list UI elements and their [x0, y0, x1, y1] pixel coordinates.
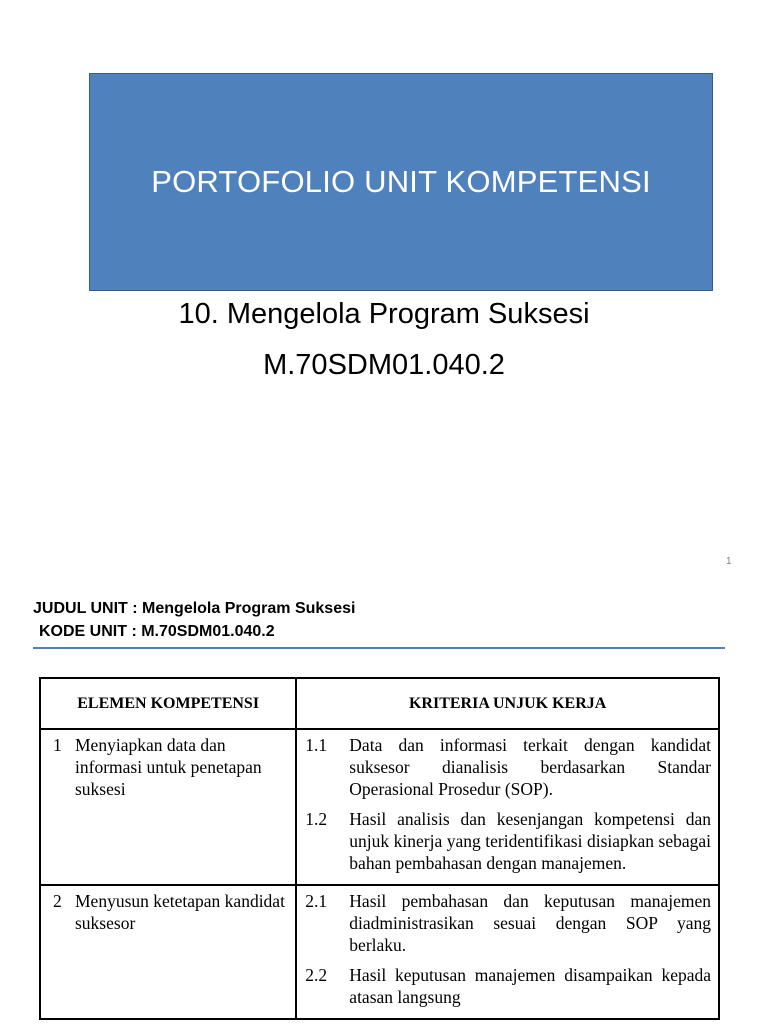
- criterion-text: Hasil pembahasan dan keputusan manajemen diadministrasikan sesuai dengan SOP yang berlaku.: [349, 891, 711, 955]
- unit-code: [0, 349, 768, 382]
- table-header-row: [40, 678, 719, 729]
- criterion-text: Hasil analisis dan kesenjangan kompetensi dan unjuk kinerja yang teridentifikasi disiapkan sebagai bahan pembahasan dengan manajemen.: [349, 809, 711, 873]
- criterion-text: Data dan informasi terkait dengan kandidat suksesor dianalisis berdasarkan Standar Operasional Prosedur (SOP).: [349, 735, 711, 799]
- kode-unit: KODE UNIT : M.70SDM01.040.2: [39, 623, 275, 640]
- element-number: 2: [53, 891, 62, 911]
- criterion: [297, 730, 718, 806]
- header-elemen: ELEMEN KOMPETENSI: [40, 678, 296, 729]
- unit-code-text: M.70SDM01.040.2: [263, 349, 505, 381]
- competency-table: [39, 677, 720, 1020]
- table-row: [40, 729, 719, 885]
- unit-name: [0, 298, 768, 331]
- element-number: 1: [53, 735, 62, 755]
- unit-name-text: 10. Mengelola Program Suksesi: [178, 298, 590, 330]
- element-text: Menyusun ketetapan kandidat suksesor: [75, 891, 285, 933]
- criterion-number: 2.1: [305, 891, 328, 911]
- slide-number: 1: [726, 556, 732, 567]
- criterion-number: 2.2: [305, 965, 328, 985]
- element-cell: [40, 729, 296, 885]
- criteria-cell: [296, 729, 719, 885]
- judul-unit: JUDUL UNIT : Mengelola Program Suksesi: [33, 600, 356, 617]
- criterion: [297, 886, 718, 962]
- table-row: [40, 885, 719, 1019]
- title-box: [89, 73, 713, 291]
- header-kriteria: KRITERIA UNJUK KERJA: [296, 678, 719, 729]
- criterion: [297, 962, 718, 1014]
- element-cell: [40, 885, 296, 1019]
- criterion-number: 1.2: [305, 809, 328, 829]
- criterion-number: 1.1: [305, 735, 328, 755]
- slide-title-text: PORTOFOLIO UNIT KOMPETENSI: [151, 164, 651, 199]
- criterion: [297, 806, 718, 880]
- criterion-text: Hasil keputusan manajemen disampaikan kepada atasan langsung: [349, 965, 711, 1007]
- slide-unit-table: [0, 578, 768, 1024]
- criteria-cell: [296, 885, 719, 1019]
- element-text: Menyiapkan data dan informasi untuk penetapan suksesi: [75, 735, 262, 799]
- divider: [33, 647, 725, 649]
